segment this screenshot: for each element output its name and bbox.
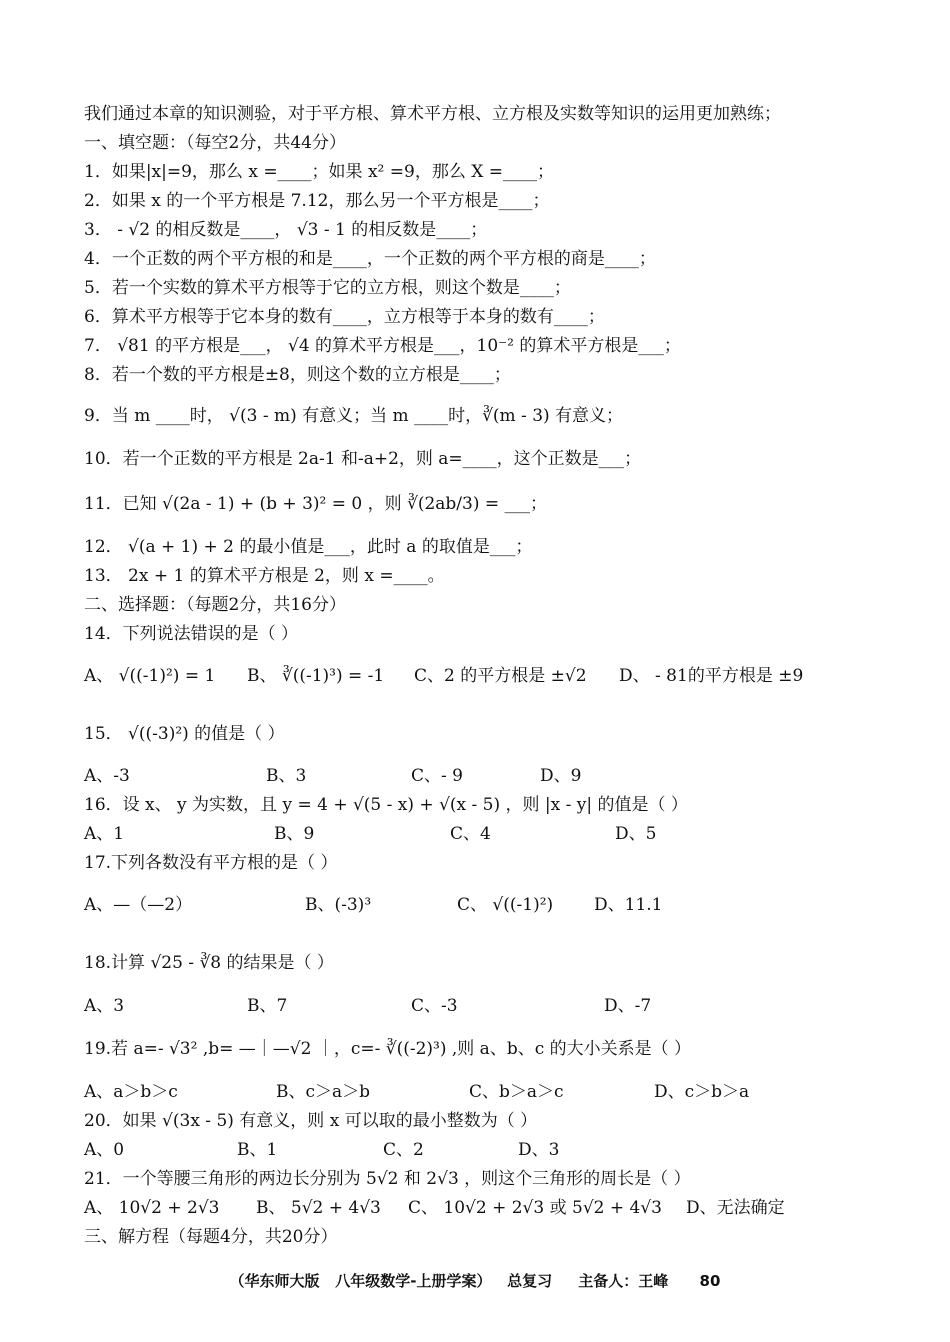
line-q14: 14．下列说法错误的是（ ） <box>84 624 299 644</box>
line-q3: 3． - √2 的相反数是____， √3 - 1 的相反数是____； <box>84 220 488 240</box>
option-d: D、-7 <box>604 996 652 1016</box>
option-a: A、 10√2 + 2√3 <box>84 1198 220 1218</box>
q17-options <box>84 894 904 916</box>
option-b: B、1 <box>237 1140 278 1160</box>
option-d: D、11.1 <box>594 895 663 915</box>
option-c: C、2 的平方根是 ±√2 <box>414 666 587 686</box>
option-a: A、-3 <box>84 766 130 786</box>
line-q4: 4．一个正数的两个平方根的和是____，一个正数的两个平方根的商是____； <box>84 249 656 269</box>
line-s2: 二、选择题：（每题2分，共16分） <box>84 595 346 615</box>
q15-options <box>84 765 904 787</box>
option-d: D、5 <box>615 824 657 844</box>
line-q10: 10．若一个正数的平方根是 2a-1 和-a+2，则 a=____，这个正数是___； <box>84 449 642 469</box>
option-b: B、c＞a＞b <box>276 1082 371 1102</box>
option-c: C、 10√2 + 2√3 或 5√2 + 4√3 <box>408 1198 662 1218</box>
line-q19: 19.若 a=- √3² ,b= —｜—√2 ｜，c=- ∛((-2)³) ,则 a、b、c 的大小关系是（ ） <box>84 1039 692 1059</box>
line-q12: 12． √(a + 1) + 2 的最小值是___，此时 a 的取值是___； <box>84 537 533 557</box>
option-a: A、0 <box>84 1140 125 1160</box>
option-a: A、1 <box>84 824 125 844</box>
option-c: C、4 <box>450 824 491 844</box>
option-a: A、—（—2） <box>84 895 193 915</box>
option-a: A、a＞b＞c <box>84 1082 178 1102</box>
line-q16: 16．设 x、 y 为实数，且 y = 4 + √(5 - x) + √(x - 5) ，则 |x - y| 的值是（ ） <box>84 795 688 815</box>
q18-options <box>84 995 904 1017</box>
option-b: B、 ∛((-1)³) = -1 <box>247 666 385 686</box>
line-q17: 17.下列各数没有平方根的是（ ） <box>84 853 338 873</box>
option-d: D、3 <box>518 1140 560 1160</box>
option-d: D、c＞b＞a <box>654 1082 750 1102</box>
line-q7: 7． √81 的平方根是___， √4 的算术平方根是___，10⁻² 的算术平方根是___； <box>84 336 681 356</box>
line-q20: 20．如果 √(3x - 5) 有意义，则 x 可以取的最小整数为（ ） <box>84 1111 538 1131</box>
line-q15: 15． √((-3)²) 的值是（ ） <box>84 724 285 744</box>
line-q11: 11．已知 √(2a - 1) + (b + 3)² = 0 ，则 ∛(2ab/3) = ___； <box>84 494 548 514</box>
line-s3: 三、解方程（每题4分，共20分） <box>84 1227 338 1247</box>
page-footer: （华东师大版 八年级数学-上册学案） 总复习 主备人：王峰 80 <box>229 1272 721 1290</box>
option-c: C、-3 <box>411 996 458 1016</box>
q16-options <box>84 823 904 845</box>
q14-options <box>84 665 904 687</box>
option-d: D、 - 81的平方根是 ±9 <box>619 666 804 686</box>
line-q21: 21．一个等腰三角形的两边长分别为 5√2 和 2√3 ，则这个三角形的周长是（ ） <box>84 1169 691 1189</box>
option-b: B、(-3)³ <box>305 895 372 915</box>
q19-options <box>84 1081 904 1103</box>
option-b: B、9 <box>274 824 315 844</box>
option-d: D、无法确定 <box>686 1198 785 1218</box>
line-intro: 我们通过本章的知识测验，对于平方根、算术平方根、立方根及实数等知识的运用更加熟练； <box>84 104 781 124</box>
line-q2: 2．如果 x 的一个平方根是 7.12，那么另一个平方根是____； <box>84 191 550 211</box>
line-q1: 1．如果|x|=9，那么 x =____；如果 x² =9，那么 X =____； <box>84 162 554 182</box>
option-a: A、3 <box>84 996 125 1016</box>
line-q8: 8．若一个数的平方根是±8，则这个数的立方根是____； <box>84 365 511 385</box>
q20-options <box>84 1139 904 1161</box>
option-b: B、3 <box>266 766 307 786</box>
q21-options <box>84 1197 904 1219</box>
line-q13: 13． 2x + 1 的算术平方根是 2，则 x =____。 <box>84 566 445 586</box>
line-q5: 5．若一个实数的算术平方根等于它的立方根，则这个数是____； <box>84 278 571 298</box>
option-c: C、b＞a＞c <box>469 1082 564 1102</box>
line-q9: 9．当 m ____时， √(3 - m) 有意义；当 m ____时，∛(m - 3) 有意义； <box>84 406 624 426</box>
line-q18: 18.计算 √25 - ∛8 的结果是（ ） <box>84 953 334 973</box>
line-q6: 6．算术平方根等于它本身的数有____，立方根等于本身的数有____； <box>84 307 605 327</box>
option-b: B、7 <box>247 996 288 1016</box>
option-c: C、 √((-1)²) <box>457 895 554 915</box>
option-d: D、9 <box>540 766 582 786</box>
line-s1: 一、填空题：（每空2分，共44分） <box>84 133 346 153</box>
option-b: B、 5√2 + 4√3 <box>256 1198 381 1218</box>
option-a: A、 √((-1)²) = 1 <box>84 666 216 686</box>
option-c: C、- 9 <box>411 766 463 786</box>
option-c: C、2 <box>383 1140 424 1160</box>
